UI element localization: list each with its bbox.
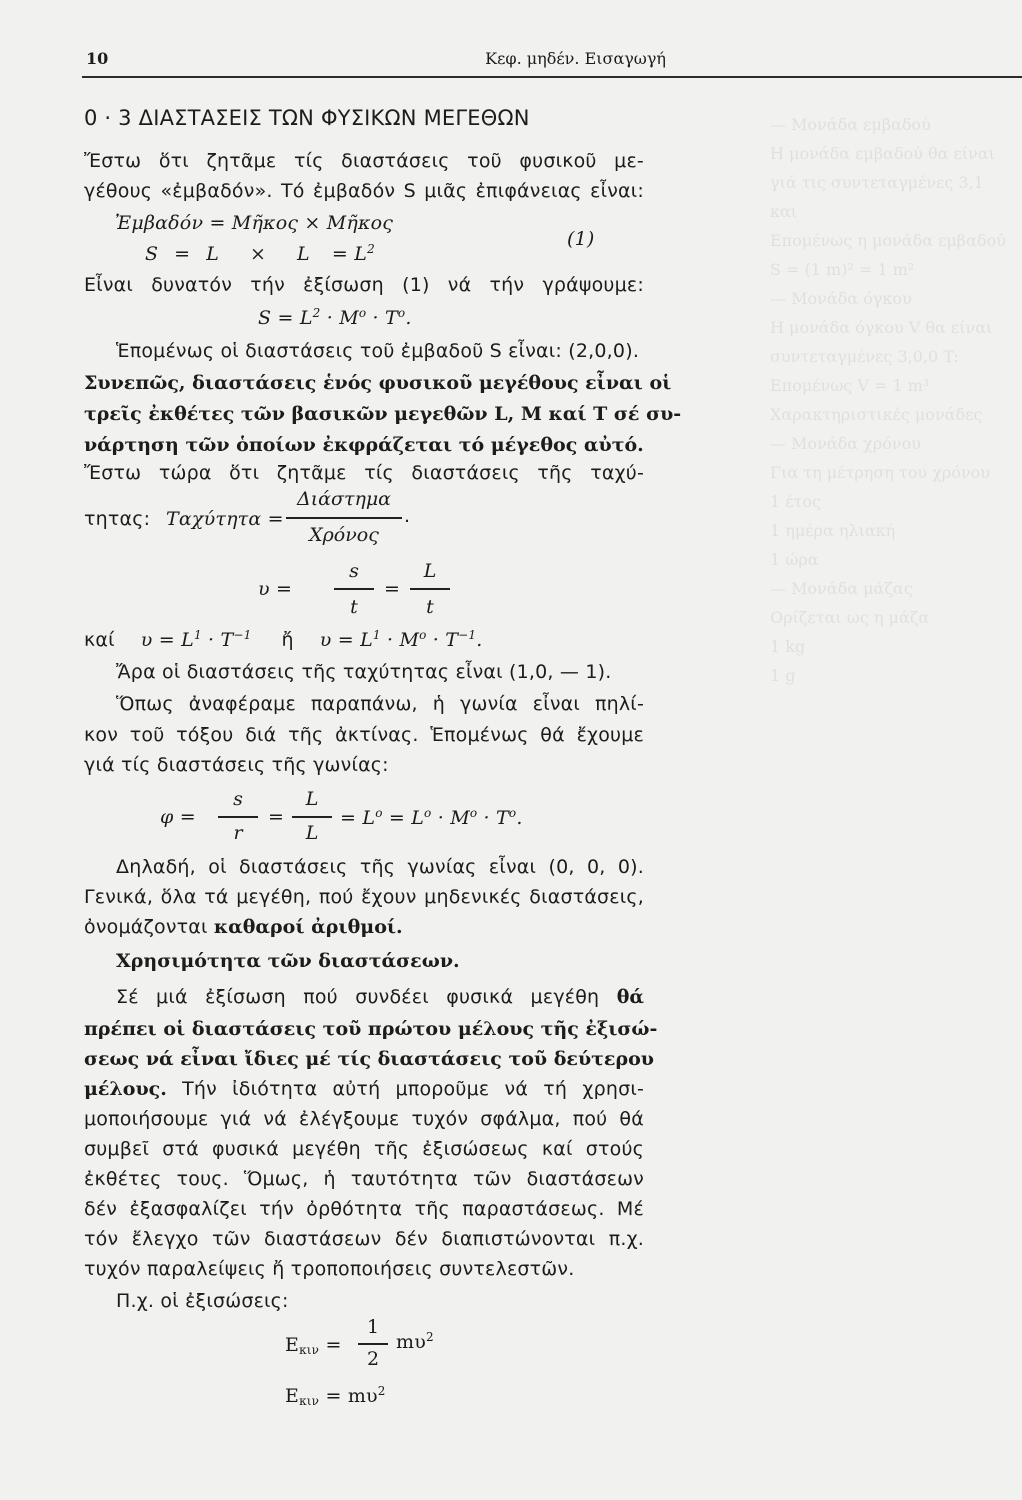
angle-eq-den1: r xyxy=(233,822,243,844)
speed-frac-den1: t xyxy=(350,596,358,618)
speed-result: Ἄρα οἱ διαστάσεις τῆς ταχύτητας εἶναι (1,0, — 1). xyxy=(116,661,612,683)
area-dimensions: Ἑπομένως οἱ διαστάσεις τοῦ ἐμβαδοῦ S εἶναι: (2,0,0). xyxy=(116,340,640,362)
speed-frac-bar2 xyxy=(410,588,450,590)
intro-line-1: Ἔστω ὅτι ζητᾶμε τίς διαστάσεις τοῦ φυσικοῦ με- xyxy=(84,150,644,172)
pure-numbers-line-2: ὀνομάζονται καθαροί ἀριθμοί. xyxy=(84,916,403,938)
speed-frac-bar1 xyxy=(334,588,374,590)
example-eq-1-num: 1 xyxy=(366,1316,380,1338)
section-title: 0 · 3 ΔΙΑΣΤΑΣΕΙΣ ΤΩΝ ΦΥΣΙΚΩΝ ΜΕΓΕΘΩΝ xyxy=(84,106,530,130)
speed-intro: Ἔστω τώρα ὅτι ζητᾶμε τίς διαστάσεις τῆς ταχύ- xyxy=(84,462,644,484)
angle-eq-num2: L xyxy=(305,788,319,810)
speed-frac-den2: t xyxy=(426,596,434,618)
pure-numbers-term: καθαροί ἀριθμοί. xyxy=(213,916,403,938)
page-number: 10 xyxy=(86,49,109,68)
equation-1-number: (1) xyxy=(567,228,595,250)
equation-2: $S = L^2 \cdot M^o \cdot T^o$. xyxy=(258,306,412,329)
angle-eq-bar1 xyxy=(218,816,258,818)
usefulness-line-2: πρέπει οἱ διαστάσεις τοῦ πρώτου μέλους τῆς ἐξισώ- xyxy=(84,1018,658,1040)
intro-line-2: γέθους «ἐμβαδόν». Τό ἐμβαδόν S μιᾶς ἐπιφάνειας εἶναι: xyxy=(84,180,644,202)
speed-frac-lhs: υ = xyxy=(258,578,293,600)
angle-eq-rest: = $L^o = L^o \cdot M^o \cdot T^o$. xyxy=(340,806,523,829)
pure-numbers-line-1: Γενικά, ὅλα τά μεγέθη, πού ἔχουν μηδενικές διαστάσεις, xyxy=(84,886,644,908)
header-rule xyxy=(82,76,1022,78)
bold-para-line-1: Συνεπῶς, διαστάσεις ἑνός φυσικοῦ μεγέθους εἶναι οἱ xyxy=(84,372,672,394)
speed-frac-num1: s xyxy=(349,560,359,582)
example-eq-1-bar xyxy=(358,1343,388,1345)
usefulness-line-10: τυχόν παραλείψεις ἤ τροποποιήσεις συντελεστῶν. xyxy=(84,1258,575,1280)
example-eq-1-lhs: $E_{\kappa\iota\nu}$ = xyxy=(285,1334,342,1357)
speed-dims-line: καί $\upsilon = L^1 \cdot T^{-1}$ ἤ $\upsilon = L^1 \cdot M^o \cdot T^{-1}$. xyxy=(84,628,483,651)
bold-para-line-3: νάρτηση τῶν ὁποίων ἐκφράζεται τό μέγεθος αὐτό. xyxy=(84,434,644,456)
page-header xyxy=(86,45,666,71)
example-eq-1-rhs: $m\upsilon^2$ xyxy=(396,1330,434,1353)
equation-1-words: Ἐμβαδόν = Μῆκος × Μῆκος xyxy=(115,212,394,234)
usefulness-line-5: μοποιήσουμε γιά νά ἐλέγξουμε τυχόν σφάλμα, πού θά xyxy=(84,1108,644,1130)
usefulness-heading: Χρησιμότητα τῶν διαστάσεων. xyxy=(116,950,460,972)
angle-result: Δηλαδή, οἱ διαστάσεις τῆς γωνίας εἶναι (0, 0, 0). xyxy=(116,856,644,878)
usefulness-line-7: ἐκθέτες τους. Ὅμως, ἡ ταυτότητα τῶν διαστάσεων xyxy=(84,1168,644,1190)
angle-eq-bar2 xyxy=(292,816,332,818)
speed-def-denominator: Χρόνος xyxy=(309,524,379,546)
usefulness-line-1: Σέ μιά ἐξίσωση πού συνδέει φυσικά μεγέθη θά xyxy=(116,986,644,1008)
usefulness-line-4: μέλους. Τήν ἰδιότητα αὐτή μποροῦμε νά τή χρησι- xyxy=(84,1078,645,1100)
angle-para-line-2: κον τοῦ τόξου διά τῆς ἀκτίνας. Ἑπομένως θά ἔχουμε xyxy=(84,724,644,746)
usefulness-line-6: συμβεῖ στά φυσικά μεγέθη τῆς ἐξισώσεως καί στούς xyxy=(84,1138,644,1160)
speed-def-lhs: Ταχύτητα = xyxy=(166,508,284,530)
speed-def-prefix: τητας: xyxy=(84,508,151,530)
angle-eq-lhs: φ = xyxy=(160,806,196,828)
speed-frac-num2: L xyxy=(423,560,437,582)
angle-eq-num1: s xyxy=(233,788,243,810)
angle-eq-den2: L xyxy=(305,822,319,844)
running-title: Κεφ. μηδέν. Εισαγωγή xyxy=(485,49,666,68)
speed-def-numerator: Διάστημα xyxy=(296,488,392,510)
usefulness-line-3: σεως νά εἶναι ἴδιες μέ τίς διαστάσεις τοῦ δεύτερου xyxy=(84,1048,654,1070)
usefulness-line-8: δέν ἐξασφαλίζει τήν ὀρθότητα τῆς παραστάσεως. Μέ xyxy=(84,1198,644,1220)
speed-def-end: . xyxy=(404,505,411,527)
example-eq-1-den: 2 xyxy=(366,1348,380,1370)
bold-para-line-2: τρεῖς ἐκθέτες τῶν βασικῶν μεγεθῶν L, M καί T σέ συ- xyxy=(84,403,682,425)
angle-eq-eq1: = xyxy=(268,806,285,828)
angle-para-line-3: γιά τίς διαστάσεις τῆς γωνίας: xyxy=(84,754,389,776)
speed-frac-eq: = xyxy=(384,578,401,600)
speed-def-fraction-bar xyxy=(286,517,402,519)
equation-1-symbols: $S = L \times L = L^2$ xyxy=(145,242,375,265)
example-eq-2: $E_{\kappa\iota\nu} = m\upsilon^2$ xyxy=(285,1384,386,1408)
example-intro: Π.χ. οἱ ἐξισώσεις: xyxy=(116,1290,289,1312)
bleed-through-text: — Μονάδα εμβαδού Η μονάδα εμβαδού θα είναι γιά τις συντεταγμένες 3,1 και Επομένως η μονάδα εμβαδού S = (1 m)² = 1 m² — Μονάδα όγκου Η μονάδα όγκου V θα είναι συντεταγμένες 3,0,0 T: Επομένως V = 1 m³ Χαρακτηριστικές μονάδες — Μονάδα χρόνου Για τη μέτρηση του χρόνου 1 έτος 1 ημέρα ηλιακή 1 ώρα — Μονάδα μάζας Ορίζεται ως η μάζα 1 kg 1 g xyxy=(770,115,1006,685)
after-equation-1: Εἶναι δυνατόν τήν ἐξίσωση (1) νά τήν γράψουμε: xyxy=(84,274,644,296)
usefulness-line-9: τόν ἔλεγχο τῶν διαστάσεων δέν διαπιστώνονται π.χ. xyxy=(84,1228,644,1250)
angle-para-line-1: Ὅπως ἀναφέραμε παραπάνω, ἡ γωνία εἶναι πηλί- xyxy=(116,693,644,715)
